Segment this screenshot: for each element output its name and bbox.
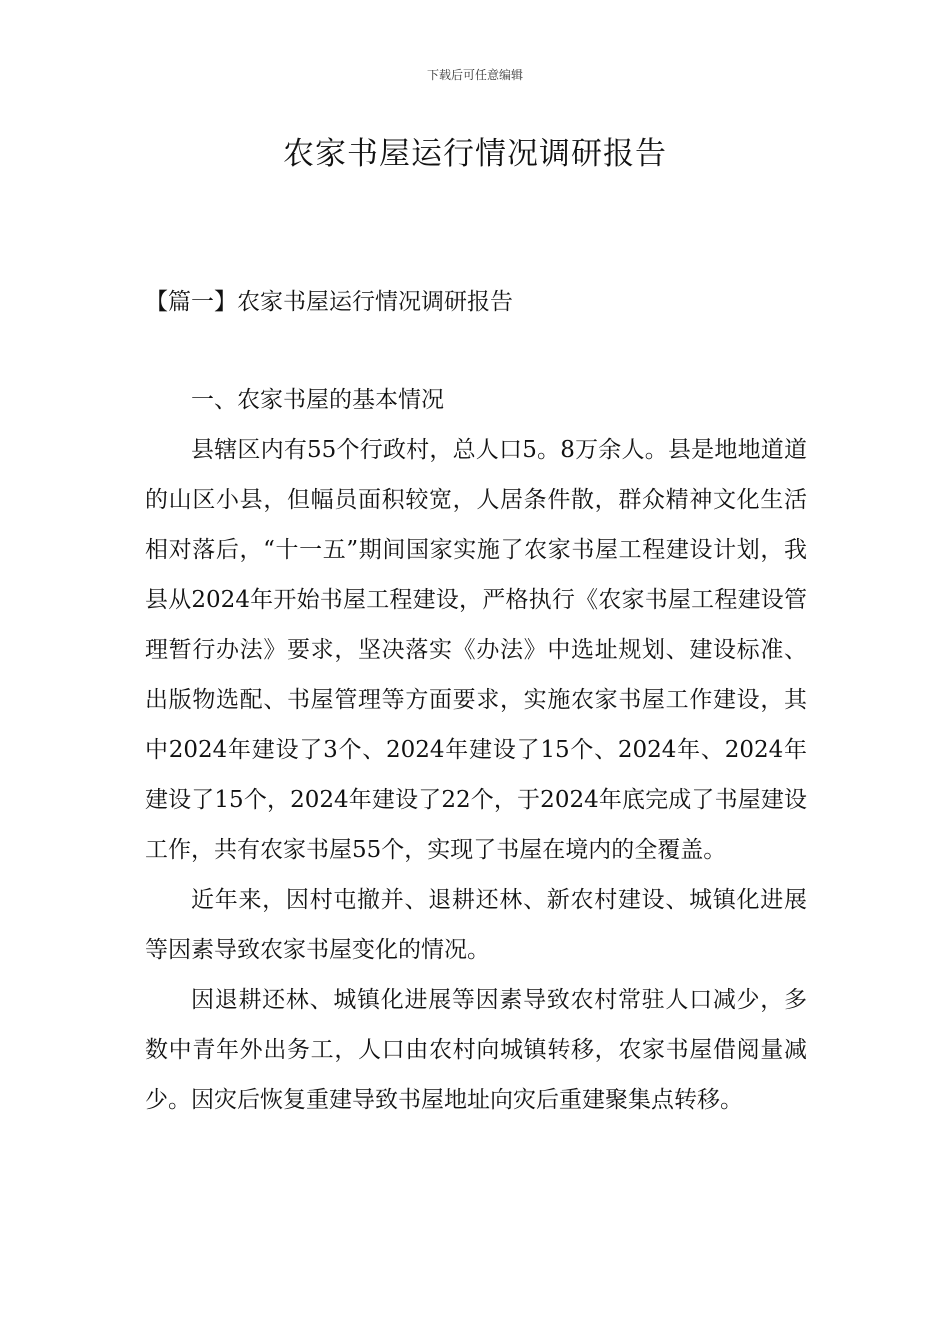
document-title: 农家书屋运行情况调研报告 [283,136,667,172]
paragraph: 近年来，因村屯撤并、退耕还林、新农村建设、城镇化进展等因素导致农家书屋变化的情况。 [145,887,807,963]
paragraph: 因退耕还林、城镇化进展等因素导致农村常驻人口减少，多数中青年外出务工，人口由农村向城镇转移，农家书屋借阅量减少。因灾后恢复重建导致书屋地址向灾后重建聚集点转移。 [145,987,807,1113]
subheading: 一、农家书屋的基本情况 [191,387,444,413]
paragraph: 县辖区内有55个行政村，总人口5。8万余人。县是地地道道的山区小县，但幅员面积较宽，人居条件散，群众精神文化生活相对落后，“十一五”期间国家实施了农家书屋工程建设计划，我县从2024年开始书屋工程建设，严格执行《农家书屋工程建设管理暂行办法》要求，坚决落实《办法》中选址规划、建设标准、出版物选配、书屋管理等方面要求，实施农家书屋工作建设，其中2024年建设了3个、2024年建设了15个、2024年、2024年建设了15个，2024年建设了22个，于2024年底完成了书屋建设工作，共有农家书屋55个，实现了书屋在境内的全覆盖。 [145,437,807,863]
document-body [145,375,807,1125]
header-note: 下载后可任意编辑 [426,68,523,82]
section-title: 【篇一】农家书屋运行情况调研报告 [145,289,513,315]
